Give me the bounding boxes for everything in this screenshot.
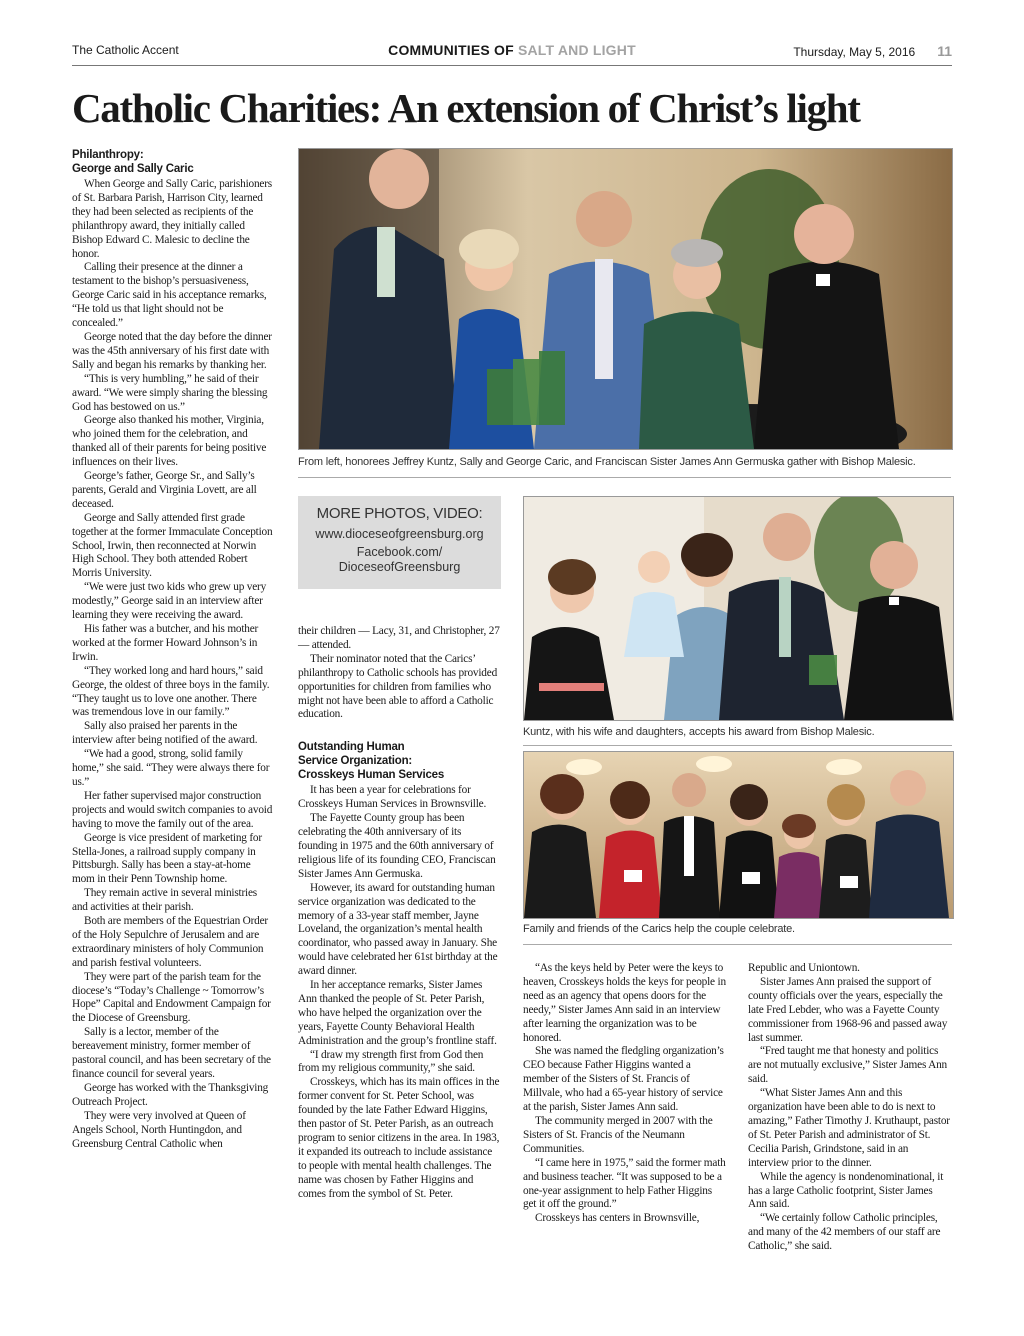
paragraph: George and Sally attended first grade together at the former Immaculate Conception School, Irwin, then reconnected at Norwin High School. They both attended Robert Morris University. <box>72 511 273 580</box>
paragraph: George has worked with the Thanksgiving Outreach Project. <box>72 1081 269 1108</box>
photo-friends-illustration <box>524 752 953 918</box>
subhead-line: George and Sally Caric <box>72 163 194 175</box>
article-column-1 <box>72 148 275 1151</box>
paragraph: George is vice president of marketing for Stella-Jones, a railroad supply company in Pittsburgh. Sally has been a stay-at-home mom in their Penn Township home. <box>72 831 262 886</box>
photo-family-friends <box>523 751 954 919</box>
paragraph: “They worked long and hard hours,” said George, the oldest of three boys in the family. “They taught us to love one another. There was tremendous love in our family.” <box>72 664 270 719</box>
paragraph: While the agency is nondenominational, it has a large Catholic footprint, Sister James Ann said. <box>748 1170 944 1211</box>
photo-honorees-illustration <box>299 149 952 449</box>
paragraph: Sally also praised her parents in the interview after being notified of the award. <box>72 720 258 747</box>
more-photos-box <box>298 496 501 589</box>
subhead-crosskeys <box>298 740 501 782</box>
paragraph: Sally is a lector, member of the bereavement ministry, former member of pastoral council, and has been secretary of the finance council for several years. <box>72 1026 271 1080</box>
paragraph: In her acceptance remarks, Sister James Ann thanked the people of St. Peter Parish, who have helped the organization over the years, Fayette County Behavioral Health Administration and the group’s frontline staff. <box>298 979 497 1047</box>
article-column-3 <box>523 962 726 1226</box>
caption-divider <box>298 477 951 478</box>
paragraph: their children — Lacy, 31, and Christopher, 27 — attended. <box>298 625 500 651</box>
publication-name: The Catholic Accent <box>72 43 179 57</box>
subhead-philanthropy <box>72 148 275 176</box>
paragraph: Their nominator noted that the Carics’ philanthropy to Catholic schools has provided opportunities for children from families who might not have been able to afford a Catholic education. <box>298 652 498 721</box>
photo-honorees-with-bishop <box>298 148 953 450</box>
paragraph: “As the keys held by Peter were the keys to heaven, Crosskeys holds the keys for people in need as an agency that opens doors for the needy,” Sister James Ann said in an interview after learning the organization was to be honored. <box>523 962 726 1044</box>
photo-caption: From left, honorees Jeffrey Kuntz, Sally and George Caric, and Franciscan Sister James Ann Germuska gather with Bishop Malesic. <box>298 456 916 468</box>
paragraph: “I came here in 1975,” said the former math and business teacher. “It was supposed to be a one-year assignment to help Father Higgins get it off the ground.” <box>523 1156 726 1211</box>
issue-date: Thursday, May 5, 2016 <box>793 45 916 59</box>
paragraph: “I draw my strength first from God then from my religious community,” she said. <box>298 1048 484 1075</box>
paragraph: His father was a butcher, and his mother worked at the former Howard Johnson’s in Irwin. <box>72 623 259 663</box>
paragraph: She was named the fledgling organization’s CEO because Father Higgins wanted a member of the Sisters of St. Francis of Millvale, who had a 65-year history of service at the parish, Sister James Ann said. <box>523 1045 724 1114</box>
paragraph: “We certainly follow Catholic principles, and many of the 42 members of our staff are Catholic,” she said. <box>748 1212 941 1253</box>
article-column-4 <box>748 962 951 1254</box>
paragraph: Calling their presence at the dinner a testament to the bishop’s persuasiveness, George Caric said in his acceptance remarks, “He told us that light should not be concealed.” <box>72 261 267 330</box>
promo-facebook-line: DioceseofGreensburg <box>338 560 461 574</box>
paragraph: “We had a good, strong, solid family home,” she said. “They were always there for us.” <box>72 748 270 788</box>
photo-caption: Family and friends of the Carics help the couple celebrate. <box>523 923 795 935</box>
paragraph: They remain active in several ministries and activities at their parish. <box>72 887 257 914</box>
paragraph: George noted that the day before the dinner was the 45th anniversary of his first date with Sally and began his remarks by thanking her. <box>72 330 272 371</box>
article-column-2 <box>298 625 501 1202</box>
caption-divider <box>523 745 952 746</box>
page-header <box>72 40 952 62</box>
section-highlight: SALT AND LIGHT <box>517 42 636 58</box>
paragraph: “What Sister James Ann and this organization have been able to do is next to amazing,” Father Timothy J. Kruthaupt, pastor of St. Peter Parish and administrator of St. Cecilia Parish, Grindstone, said in an interview prior to the dinner. <box>748 1087 950 1169</box>
paragraph: Republic and Uniontown. <box>748 962 860 974</box>
paragraph: It has been a year for celebrations for Crosskeys Human Services in Brownsville. <box>298 784 487 811</box>
paragraph: George’s father, George Sr., and Sally’s parents, Gerald and Virginia Lovett, are all deceased. <box>72 470 257 510</box>
photo-caption: Kuntz, with his wife and daughters, accepts his award from Bishop Malesic. <box>523 726 875 738</box>
paragraph: They were part of the parish team for the diocese’s “Today’s Challenge ~ Tomorrow’s Hope” Capital and Endowment Campaign for the Diocese of Greensburg. <box>72 970 271 1025</box>
paragraph: Sister James Ann praised the support of county officials over the years, especially the late Fred Lebder, who was a Fayette County commissioner from 1968-96 and passed away last summer. <box>748 975 948 1044</box>
paragraph: The community merged in 2007 with the Sisters of St. Francis of the Neumann Communities. <box>523 1114 713 1155</box>
paragraph: “Fred taught me that honesty and politics are not mutually exclusive,” Sister James Ann said. <box>748 1045 948 1086</box>
subhead-line: Philanthropy: <box>72 149 144 161</box>
promo-website-link[interactable]: www.dioceseofgreensburg.org <box>315 527 484 541</box>
photo-kuntz-family <box>523 496 954 721</box>
paragraph: Both are members of the Equestrian Order of the Holy Sepulchre of Jerusalem and are extraordinary ministers of holy Communion and parish festival volunteers. <box>72 915 268 969</box>
subhead-line: Outstanding Human <box>298 741 405 754</box>
article-headline: Catholic Charities: An extension of Christ’s light <box>72 85 860 131</box>
caption-divider <box>523 944 952 945</box>
paragraph: Crosskeys has centers in Brownsville, <box>535 1212 700 1225</box>
promo-title: MORE PHOTOS, VIDEO: <box>316 505 483 522</box>
promo-facebook-line: Facebook.com/ <box>356 545 443 559</box>
paragraph: They were very involved at Queen of Angels School, North Huntingdon, and Greensburg Central Catholic when <box>72 1109 246 1150</box>
paragraph: George also thanked his mother, Virginia, who joined them for the celebration, and thanked all of their parents for being positive influences on their lives. <box>72 414 267 469</box>
subhead-line: Crosskeys Human Services <box>298 769 445 782</box>
header-divider <box>72 65 952 66</box>
paragraph: “This is very humbling,” he said of their award. “We were simply sharing the blessing God has bestowed on us.” <box>72 372 268 413</box>
section-prefix: COMMUNITIES OF <box>388 42 518 58</box>
photo-kuntz-illustration <box>524 497 953 720</box>
issue-info <box>793 43 952 59</box>
paragraph: Crosskeys, which has its main offices in the former convent for St. Peter School, was founded by the late Father Edward Higgins, then pastor of St. Peter Parish, as an outreach program to senior citizens in the area. In 1983, it expanded its outreach to include assistance to people with mental health challenges. The name was chosen by Father Higgins and comes from the symbol of St. Peter. <box>298 1076 500 1200</box>
subhead-line: Service Organization: <box>298 755 413 768</box>
promo-facebook-link[interactable] <box>298 545 501 575</box>
paragraph: “We were just two kids who grew up very modestly,” George said in an interview after learning they were receiving the award. <box>72 581 267 622</box>
paragraph: However, its award for outstanding human service organization was dedicated to the memory of a 33-year staff member, Jayne Loveland, the organization’s mental health coordinator, who passed away in January. She would have celebrated her 61st birthday at the award dinner. <box>298 881 498 978</box>
paragraph: Her father supervised major construction projects and would switch companies to avoid having to move the family out of the area. <box>72 789 273 830</box>
page-number: 11 <box>937 43 952 59</box>
paragraph: When George and Sally Caric, parishioners of St. Barbara Parish, Harrison City, learned they had been selected as recipients of the philanthropy award, they initially called Bishop Edward C. Malesic to decline the honor. <box>72 178 272 260</box>
paragraph: The Fayette County group has been celebrating the 40th anniversary of its founding in 1975 and the 60th anniversary of religious life of its founding CEO, Franciscan Sister James Ann Germuska. <box>298 812 496 880</box>
